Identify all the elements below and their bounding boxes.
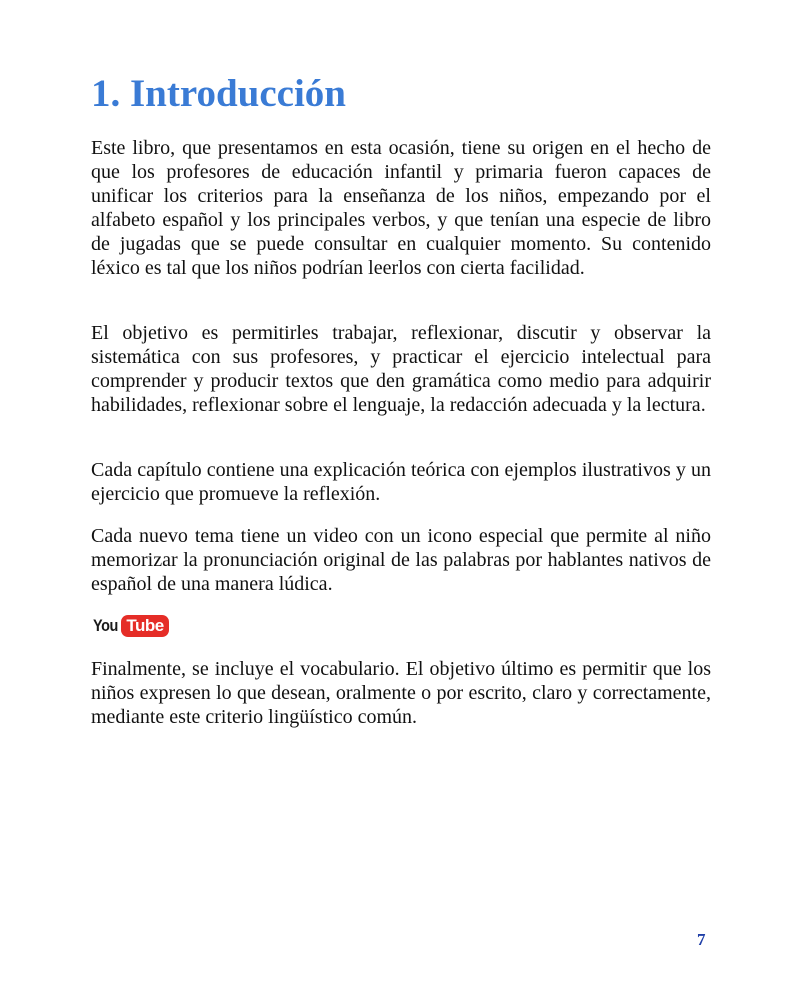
youtube-logo-icon[interactable] bbox=[93, 613, 169, 639]
paragraph-objective: El objetivo es permitirles trabajar, reflexionar, discutir y observar la sistemática con sus profesores, y practicar el ejercicio intelectual para comprender y producir textos que den gramática como medio para adquirir habilidades, reflexionar sobre el lenguaje, la redacción adecuada y la lectura. bbox=[91, 322, 711, 416]
page-title: 1. Introducción bbox=[91, 72, 346, 115]
page-number: 7 bbox=[697, 930, 706, 949]
paragraph-video: Cada nuevo tema tiene un video con un icono especial que permite al niño memorizar la pronunciación original de las palabras por hablantes nativos de español de una manera lúdica. bbox=[91, 525, 711, 595]
paragraph-chapters: Cada capítulo contiene una explicación teórica con ejemplos ilustrativos y un ejercicio que promueve la reflexión. bbox=[91, 459, 711, 505]
paragraph-vocabulary: Finalmente, se incluye el vocabulario. El objetivo último es permitir que los niños expresen lo que desean, oralmente o por escrito, claro y correctamente, mediante este criterio lingüístico común. bbox=[91, 658, 711, 728]
paragraph-origin: Este libro, que presentamos en esta ocasión, tiene su origen en el hecho de que los profesores de educación infantil y primaria fueron capaces de unificar los criterios para la enseñanza de los niños, empezando por el alfabeto español y los principales verbos, y que tenían una especie de libro de jugadas que se puede consultar en cualquier momento. Su contenido léxico es tal que los niños podrían leerlos con cierta facilidad. bbox=[91, 137, 711, 279]
youtube-logo-tube: Tube bbox=[121, 615, 168, 637]
youtube-logo-you: You bbox=[93, 616, 118, 635]
